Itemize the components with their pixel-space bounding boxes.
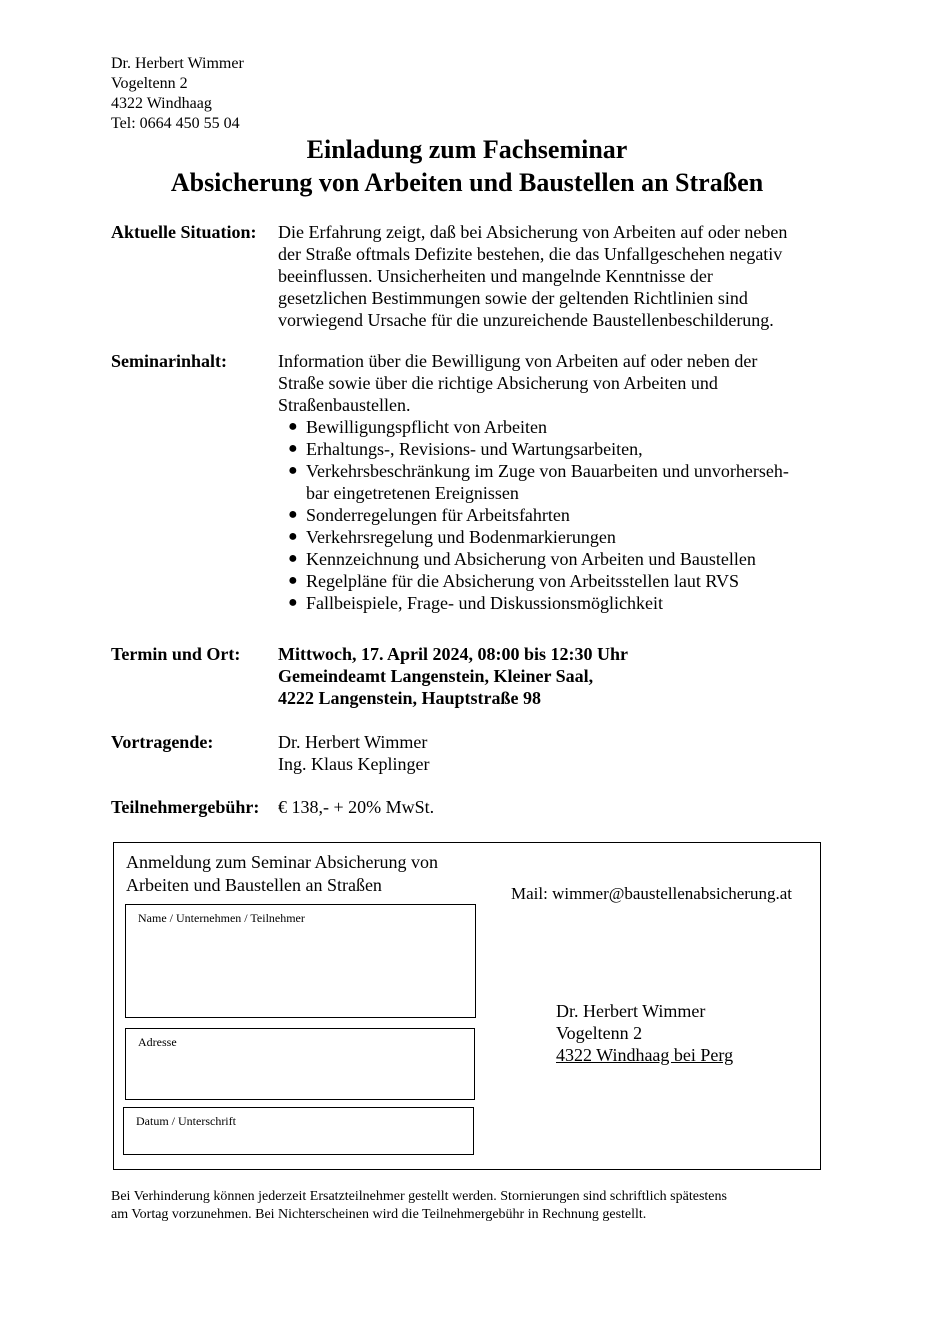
name-field-label: Name / Unternehmen / Teilnehmer	[138, 911, 305, 925]
termin-venue: Gemeindeamt Langenstein, Kleiner Saal,	[278, 666, 594, 686]
content-bullet-list	[278, 416, 823, 614]
situation-text	[278, 221, 823, 331]
termin-text	[278, 643, 823, 709]
termin-label: Termin und Ort:	[111, 644, 241, 664]
address-field-label: Adresse	[138, 1035, 177, 1049]
speakers-list	[278, 731, 823, 775]
footer-note: Bei Verhinderung können jederzeit Ersatzteilnehmer gestellt werden. Stornierungen sind schriftlich spätestens am Vortag vorzunehmen. Bei Nichterscheinen wird die Teilnehmergebühr in Rechnung gestellt.	[111, 1189, 727, 1222]
situation-line: gesetzlichen Bestimmungen sowie der geltenden Richtlinien sind	[278, 288, 748, 308]
content-text	[278, 350, 823, 614]
addr-city: 4322 Windhaag bei Perg	[556, 1045, 734, 1065]
sender-name: Dr. Herbert Wimmer	[111, 55, 244, 72]
sender-address	[111, 54, 244, 134]
speaker-name: Dr. Herbert Wimmer	[278, 732, 428, 752]
situation-line: beeinflussen. Unsicherheiten und mangelnde Kenntnisse der	[278, 266, 713, 286]
address-field[interactable]	[125, 1028, 475, 1100]
fee-label: Teilnehmergebühr:	[111, 797, 260, 817]
speaker-name: Ing. Klaus Keplinger	[278, 754, 430, 774]
fee-value: € 138,- + 20% MwSt.	[278, 797, 435, 817]
list-item: ● Verkehrsbeschränkung im Zuge von Bauarbeiten und unvorherseh- bar eingetretenen Ereignissen	[288, 461, 789, 503]
situation-line: vorwiegend Ursache für die unzureichende Baustellenbeschilderung.	[278, 310, 774, 330]
bullet-icon: ●	[288, 572, 298, 589]
speakers-label: Vortragende:	[111, 732, 214, 752]
termin-date: Mittwoch, 17. April 2024, 08:00 bis 12:30 Uhr	[278, 644, 628, 664]
bullet-icon: ●	[288, 462, 298, 479]
situation-line: der Straße oftmals Defizite bestehen, die das Unfallgeschehen negativ	[278, 244, 783, 264]
registration-title: Anmeldung zum Seminar Absicherung von Arbeiten und Baustellen an Straßen	[126, 852, 438, 895]
list-item: ● Kennzeichnung und Absicherung von Arbeiten und Baustellen	[288, 549, 756, 569]
content-intro-line: Information über die Bewilligung von Arbeiten auf oder neben der	[278, 351, 758, 371]
sender-city: 4322 Windhaag	[111, 95, 212, 112]
page-title: Einladung zum Fachseminar	[306, 135, 628, 164]
addr-street: Vogeltenn 2	[556, 1023, 643, 1043]
bullet-icon: ●	[288, 550, 298, 567]
list-item: ● Verkehrsregelung und Bodenmarkierungen	[288, 527, 616, 547]
bullet-icon: ●	[288, 506, 298, 523]
content-label: Seminarinhalt:	[111, 351, 228, 371]
bullet-icon: ●	[288, 528, 298, 545]
content-intro-line: Straßenbaustellen.	[278, 395, 411, 415]
bullet-icon: ●	[288, 418, 298, 435]
bullet-icon: ●	[288, 594, 298, 611]
sender-phone: Tel: 0664 450 55 04	[111, 115, 240, 132]
registration-mail: Mail: wimmer@baustellenabsicherung.at	[511, 884, 792, 903]
sender-street: Vogeltenn 2	[111, 75, 188, 92]
registration-address	[556, 1000, 733, 1066]
name-field[interactable]	[125, 904, 476, 1018]
list-item: ● Bewilligungspflicht von Arbeiten	[288, 417, 547, 437]
termin-address: 4222 Langenstein, Hauptstraße 98	[278, 688, 542, 708]
page-subtitle: Absicherung von Arbeiten und Baustellen an Straßen	[170, 168, 764, 197]
list-item: ● Erhaltungs-, Revisions- und Wartungsarbeiten,	[288, 439, 643, 459]
content-intro-line: Straße sowie über die richtige Absicherung von Arbeiten und	[278, 373, 718, 393]
bullet-icon: ●	[288, 440, 298, 457]
situation-line: Die Erfahrung zeigt, daß bei Absicherung von Arbeiten auf oder neben	[278, 222, 788, 242]
signature-field[interactable]	[123, 1107, 474, 1155]
signature-field-label: Datum / Unterschrift	[136, 1114, 236, 1128]
situation-label: Aktuelle Situation:	[111, 222, 257, 242]
list-item: ● Fallbeispiele, Frage- und Diskussionsmöglichkeit	[288, 593, 663, 613]
list-item: ● Regelpläne für die Absicherung von Arbeitsstellen laut RVS	[288, 571, 739, 591]
addr-name: Dr. Herbert Wimmer	[556, 1001, 706, 1021]
list-item: ● Sonderregelungen für Arbeitsfahrten	[288, 505, 570, 525]
